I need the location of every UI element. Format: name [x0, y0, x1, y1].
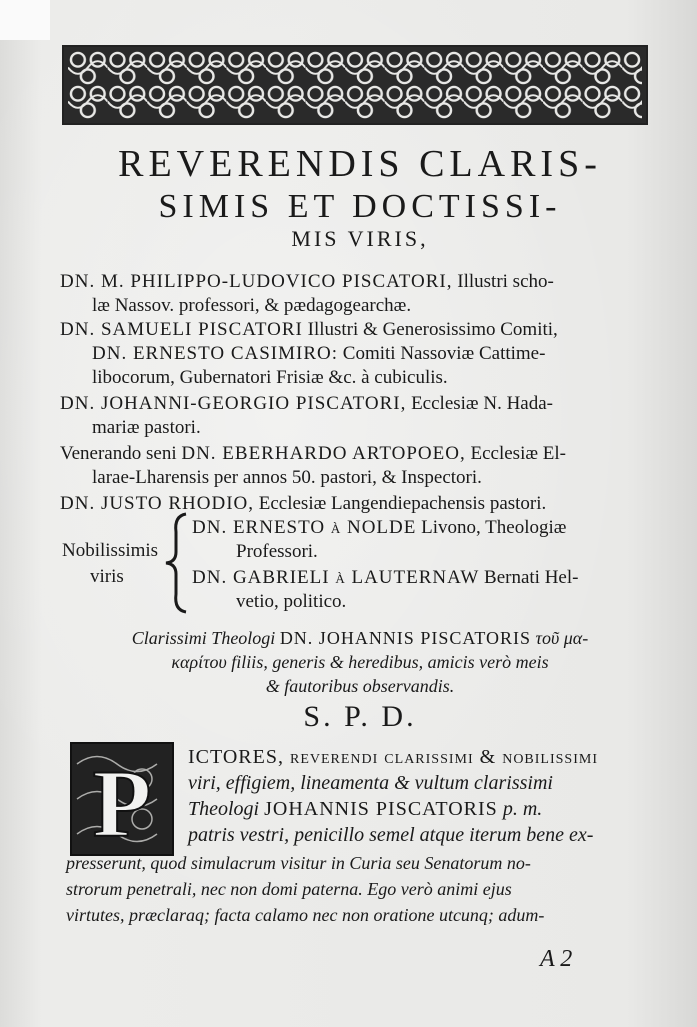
body-line-6: strorum penetrali, nec non domi paterna. Ego verò animi ejus: [66, 879, 512, 899]
page-corner: [0, 0, 50, 40]
nobilissimis-line: DN. GABRIELI à LAUTERNAW Bernati Hel-: [192, 567, 579, 588]
decorated-initial: [70, 742, 174, 856]
title-line-2: SIMIS ET DOCTISSI-: [158, 188, 562, 225]
clarissimi-line-3: & fautoribus observandis.: [265, 676, 455, 696]
dedication-line: Venerando seni DN. EBERHARDO ARTOPOEO, Ecclesiæ El-: [60, 443, 566, 464]
dedication-line: DN. SAMUELI PISCATORI Illustri & Generosissimo Comiti,: [60, 319, 558, 340]
dedication-line: DN. JUSTO RHODIO, Ecclesiæ Langendiepachensis pastori.: [60, 493, 547, 514]
viris-label: viris: [90, 566, 124, 587]
dedication-line: libocorum, Gubernatori Frisiæ &c. à cubiculis.: [92, 367, 448, 388]
body-line-5: presserunt, quod simulacrum visitur in Curia seu Senatorum no-: [66, 853, 531, 873]
body-line-1: ICTORES, reverendi clarissimi & nobilissimi: [188, 746, 598, 768]
signature-mark: A 2: [540, 946, 573, 972]
title-line-1: REVERENDIS CLARIS-: [118, 143, 602, 185]
dedication-line: læ Nassov. professori, & pædagogearchæ.: [92, 295, 412, 316]
dedication-line: mariæ pastori.: [92, 417, 201, 438]
body-line-3: Theologi JOHANNIS PISCATORIS p. m.: [188, 798, 543, 820]
clarissimi-line-1: Clarissimi Theologi DN. JOHANNIS PISCATORIS τοῦ μα-: [131, 628, 589, 648]
clarissimi-line-2: καρίτου filiis, generis & heredibus, amicis verò meis: [171, 652, 549, 672]
nobilissimis-line: vetio, politico.: [236, 591, 347, 612]
dedication-line: DN. M. PHILIPPO-LUDOVICO PISCATORI, Illustri scho-: [60, 271, 554, 292]
curly-brace-icon: [164, 512, 190, 614]
body-line-4: patris vestri, penicillo semel atque iterum bene ex-: [188, 824, 594, 846]
nobilissimis-line: DN. ERNESTO à NOLDE Livono, Theologiæ: [192, 517, 567, 538]
nobilissimis-label: Nobilissimis: [62, 540, 159, 561]
dedication-line: DN. ERNESTO CASIMIRO: Comiti Nassoviæ Cattime-: [92, 343, 546, 364]
dropcap-letter: P: [92, 750, 152, 854]
salutation: S. P. D.: [303, 700, 417, 733]
dedication-line: larae-Lharensis per annos 50. pastori, & Inspectori.: [92, 467, 482, 488]
ornamental-headpiece: [62, 45, 648, 125]
title-line-3: MIS VIRIS,: [291, 226, 429, 251]
dedication-line: DN. JOHANNI-GEORGIO PISCATORI, Ecclesiæ N. Hada-: [60, 393, 553, 414]
nobilissimis-line: Professori.: [236, 541, 318, 562]
body-line-7: virtutes, præclaraq; facta calamo nec non oratione utcunq; adum-: [66, 905, 545, 925]
body-line-2: viri, effigiem, lineamenta & vultum clarissimi: [188, 772, 553, 794]
